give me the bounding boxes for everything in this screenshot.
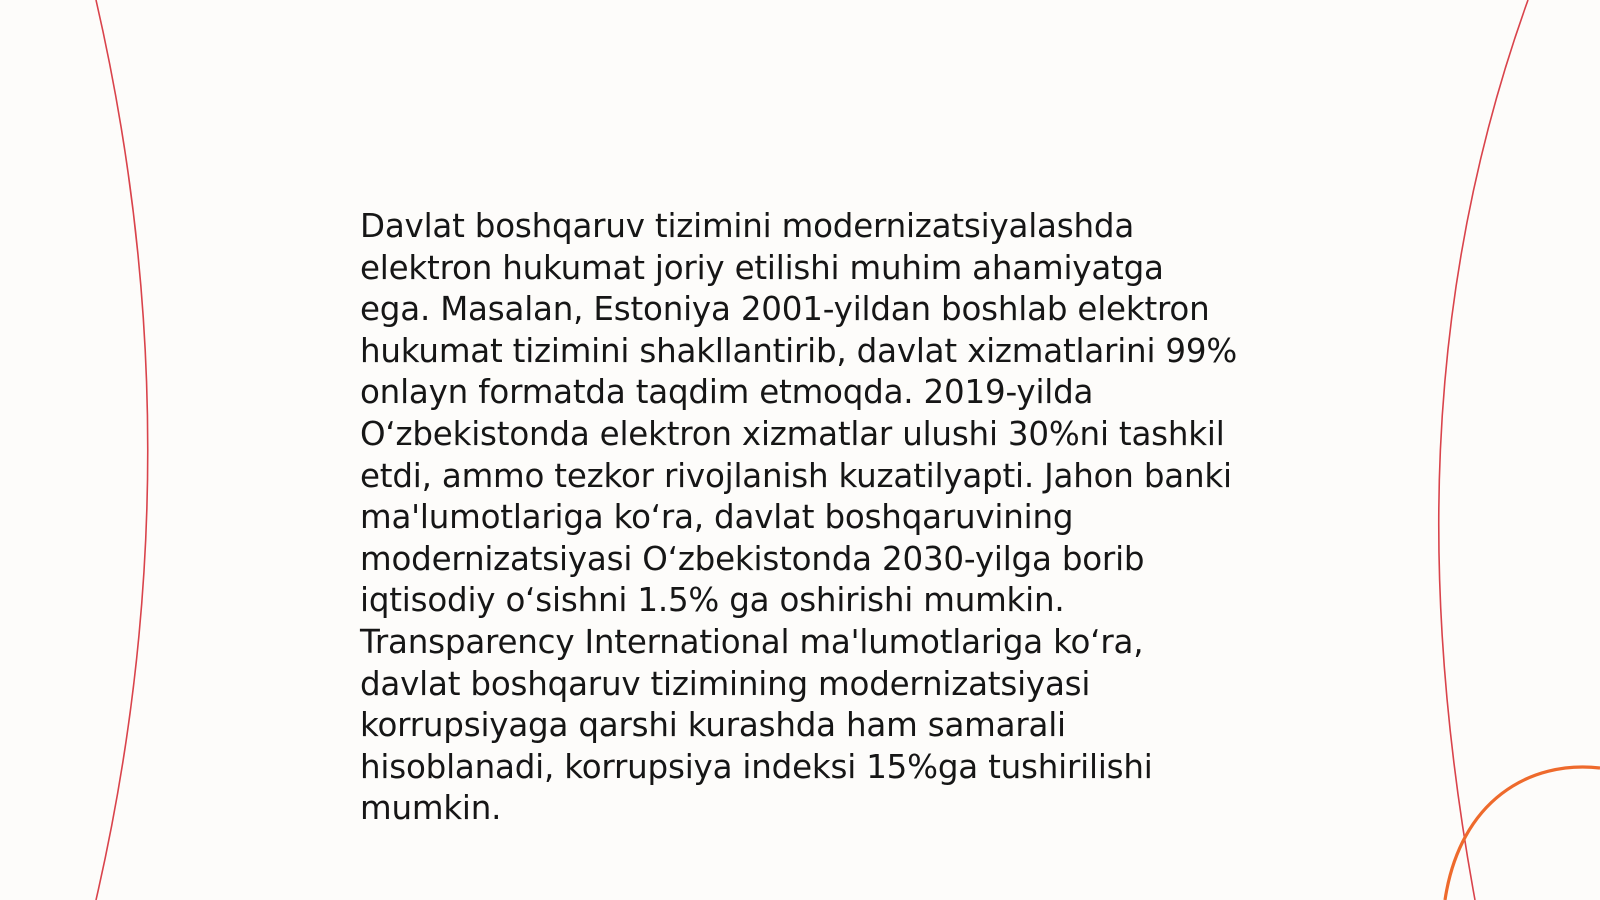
accent-arc [1445,767,1600,900]
body-paragraph: Davlat boshqaruv tizimini modernizatsiyalashda elektron hukumat joriy etilishi muhim ahamiyatga ega. Masalan, Estoniya 2001-yildan boshlab elektron hukumat tizimini shakllantirib, davlat xizmatlarini 99% onlayn formatda taqdim etmoqda. 2019-yilda O‘zbekistonda elektron xizmatlar ulushi 30%ni tashkil etdi, ammo tezkor rivojlanish kuzatilyapti. Jahon banki ma'lumotlariga ko‘ra, davlat boshqaruvining modernizatsiyasi O‘zbekistonda 2030-yilga borib iqtisodiy o‘sishni 1.5% ga oshirishi mumkin. Transparency International ma'lumotlariga ko‘ra, davlat boshqaruv tizimining modernizatsiyasi korrupsiyaga qarshi kurashda ham samarali hisoblanadi, korrupsiya indeksi 15%ga tushirilishi mumkin. [360,207,1238,828]
right-curve-line [1439,0,1528,900]
left-curve-line [96,0,148,900]
